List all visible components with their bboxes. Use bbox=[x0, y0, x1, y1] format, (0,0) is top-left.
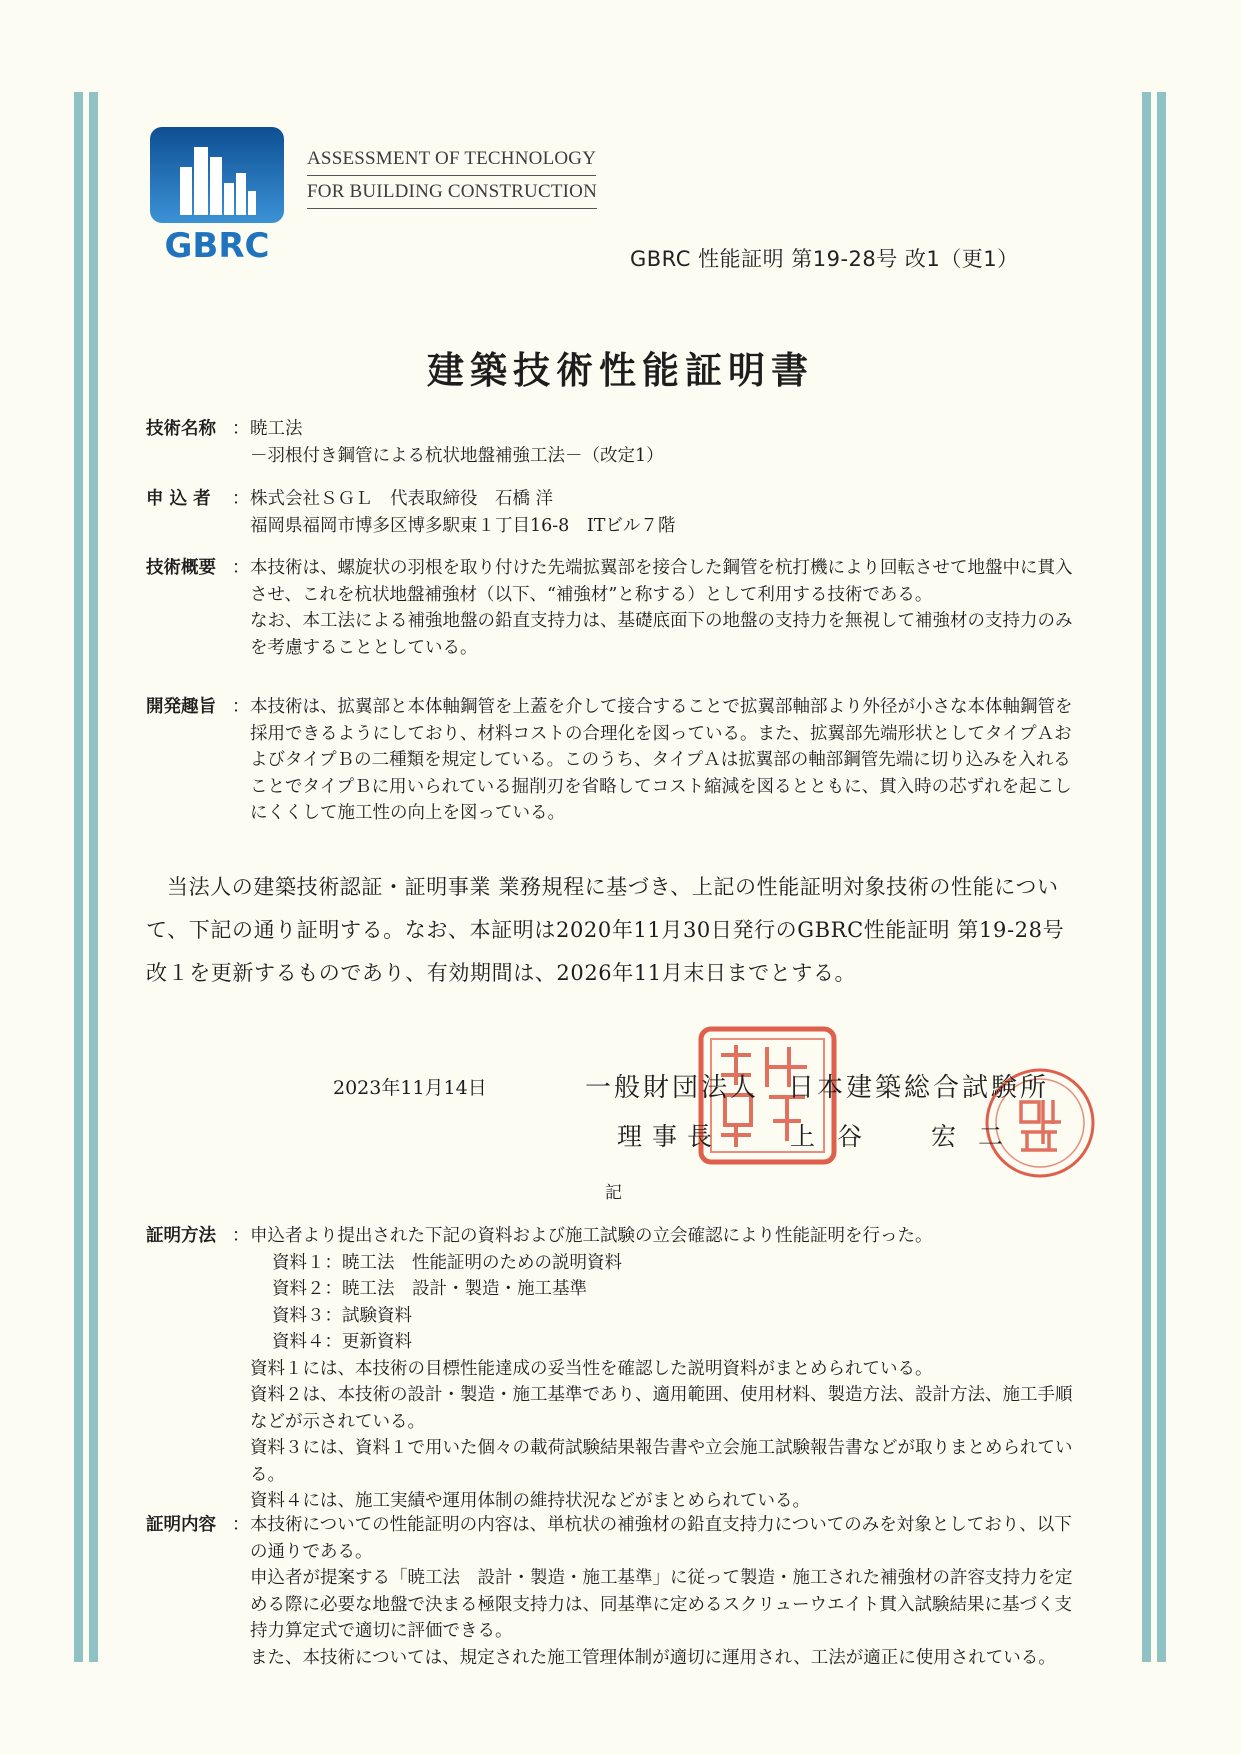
logo-text: GBRC bbox=[164, 226, 270, 265]
assessment-line-2: FOR BUILDING CONSTRUCTION bbox=[307, 176, 597, 209]
colon: ： bbox=[232, 1226, 250, 1246]
colon: ： bbox=[232, 1515, 250, 1535]
material-note: 資料４には、施工実績や運用体制の維持状況などがまとめられている。 bbox=[250, 1491, 810, 1511]
organization-name: 一般財団法人 日本建築総合試験所 bbox=[585, 1073, 1050, 1103]
material-note: 資料２は、本技術の設計・製造・施工基準であり、適用範囲、使用材料、製造方法、設計方法、施工手順などが示されている。 bbox=[250, 1385, 1073, 1432]
applicant-address: 福岡県福岡市博多区博多駅東１丁目16-8 ITビル７階 bbox=[250, 515, 676, 536]
method-field bbox=[146, 1223, 1086, 1515]
president-name: 上谷 宏二 bbox=[790, 1122, 1026, 1151]
purpose-field bbox=[146, 694, 1086, 827]
summary-paragraph-2: なお、本工法による補強地盤の鉛直支持力は、基礎底面下の地盤の支持力を無視して補強材の支持力のみを考慮することとしている。 bbox=[250, 611, 1073, 658]
document-title: 建築技術性能証明書 bbox=[427, 349, 814, 392]
applicant-company: 株式会社ＳＧＬ 代表取締役 石橋 洋 bbox=[250, 489, 554, 509]
technology-subtitle: －羽根付き鋼管による杭状地盤補強工法－（改定1） bbox=[250, 445, 664, 466]
colon: ： bbox=[232, 419, 250, 439]
material-item: 資料４：更新資料 bbox=[272, 1332, 412, 1352]
purpose-label: 開発趣旨 bbox=[146, 697, 216, 717]
assessment-text bbox=[307, 143, 597, 209]
gbrc-logo bbox=[150, 127, 284, 265]
material-item: 資料２：暁工法 設計・製造・施工基準 bbox=[272, 1279, 587, 1299]
applicant-field bbox=[146, 486, 1086, 539]
method-intro: 申込者より提出された下記の資料および施工試験の立会確認により性能証明を行った。 bbox=[250, 1226, 933, 1246]
content-field bbox=[146, 1512, 1086, 1671]
colon: ： bbox=[232, 697, 250, 717]
issue-date: 2023年11月14日 bbox=[333, 1077, 487, 1099]
content-paragraph: 本技術についての性能証明の内容は、単杭状の補強材の鉛直支持力についてのみを対象としており、以下の通りである。 bbox=[250, 1515, 1072, 1562]
content-paragraph: 申込者が提案する「暁工法 設計・製造・施工基準」に従って製造・施工された補強材の許容支持力を定める際に必要な地盤で決まる極限支持力は、同基準に定めるスクリューウエイト貫入試験結果に基づく支持力算定式で適切に評価できる。 bbox=[250, 1568, 1073, 1641]
applicant-label: 申 込 者 bbox=[146, 489, 211, 509]
summary-field bbox=[146, 555, 1086, 661]
material-item: 資料１：暁工法 性能証明のための説明資料 bbox=[272, 1252, 622, 1273]
technology-name: 暁工法 bbox=[250, 419, 303, 439]
content-paragraph: また、本技術については、規定された施工管理体制が適切に運用され、工法が適正に使用されている。 bbox=[250, 1647, 1056, 1668]
material-note: 資料１には、本技術の目標性能達成の妥当性を確認した説明資料がまとめられている。 bbox=[250, 1358, 933, 1379]
material-note: 資料３には、資料１で用いた個々の載荷試験結果報告書や立会施工試験報告書などが取りまとめられている。 bbox=[250, 1438, 1073, 1485]
right-border-inner bbox=[1142, 92, 1151, 1662]
colon: ： bbox=[232, 558, 250, 578]
assessment-line-1: ASSESSMENT OF TECHNOLOGY bbox=[307, 143, 596, 176]
left-border-outer bbox=[74, 92, 83, 1662]
ki-marker: 記 bbox=[605, 1183, 622, 1203]
left-border-inner bbox=[89, 92, 98, 1662]
technology-label: 技術名称 bbox=[146, 419, 216, 439]
colon: ： bbox=[232, 489, 250, 509]
technology-field bbox=[146, 416, 1086, 469]
content-label: 証明内容 bbox=[146, 1515, 216, 1535]
method-label: 証明方法 bbox=[146, 1226, 216, 1246]
material-item: 資料３：試験資料 bbox=[272, 1305, 412, 1326]
right-border-outer bbox=[1157, 92, 1166, 1662]
certificate-number: GBRC 性能証明 第19-28号 改1（更1） bbox=[630, 247, 1019, 271]
certification-statement: 当法人の建築技術認証・証明事業 業務規程に基づき、上記の性能証明対象技術の性能について、下記の通り証明する。なお、本証明は2020年11月30日発行のGBRC性能証明 第19-28号 改１を更新するものであり、有効期間は、2026年11月末日までとする。 bbox=[146, 875, 1065, 985]
president-title: 理事長 bbox=[617, 1122, 723, 1151]
summary-label: 技術概要 bbox=[146, 558, 216, 578]
summary-paragraph-1: 本技術は、螺旋状の羽根を取り付けた先端拡翼部を接合した鋼管を杭打機により回転させて地盤中に貫入させ、これを杭状地盤補強材（以下、“補強材”と称する）として利用する技術である。 bbox=[250, 558, 1073, 605]
purpose-text: 本技術は、拡翼部と本体軸鋼管を上蓋を介して接合することで拡翼部軸部より外径が小さな本体軸鋼管を採用できるようにしており、材料コストの合理化を図っている。また、拡翼部先端形状としてタイプＡおよびタイプＢの二種類を規定している。このうち、タイプＡは拡翼部の軸部鋼管先端に切り込みを入れることでタイプＢに用いられている掘削刃を省略してコスト縮減を図るとともに、貫入時の芯ずれを起こしにくくして施工性の向上を図っている。 bbox=[250, 697, 1073, 823]
